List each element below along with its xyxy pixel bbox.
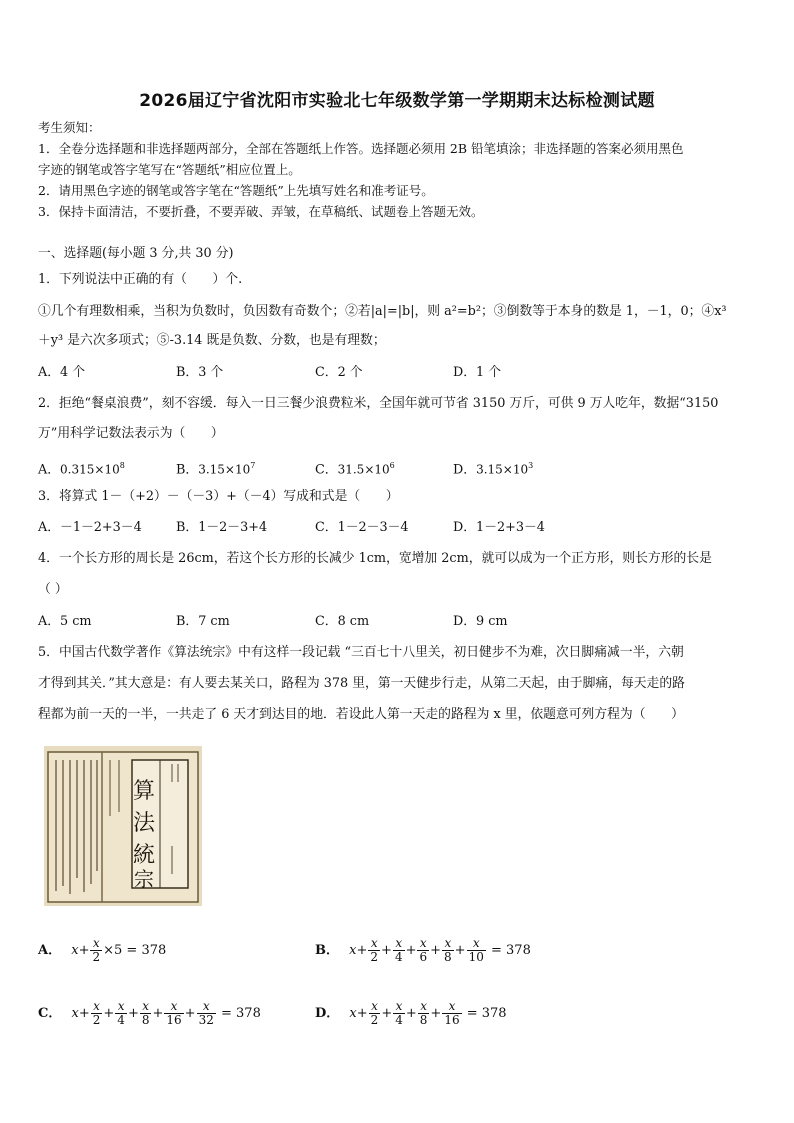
- q2-option-d-label: D．: [453, 462, 477, 478]
- q2-option-a-value: 0.315×10: [60, 462, 120, 477]
- q2-stem-1: 2．拒绝“餐桌浪费”，刻不容缓．每入一日三餐少浪费粒米，全国年就可节省 3150 万斤，可供 9 万人吃年，数据“3150: [38, 396, 719, 411]
- q2-option-c-exponent: 6: [389, 461, 395, 470]
- q2-option-c-value: 31.5×10: [337, 462, 390, 477]
- q2-option-c-label: C．: [315, 462, 338, 478]
- q5-option-b[interactable]: B． x+ $\frac{x}{2}$ + $\frac{x}{4}$ + $\frac{x}{6}$ + $\frac{x}{8}$ + $\frac{x}{10}$ = 378: [315, 936, 531, 964]
- page-title: 2026届辽宁省沈阳市实验北七年级数学第一学期期末达标检测试题: [139, 91, 655, 111]
- q2-option-c[interactable]: [315, 456, 395, 480]
- q3-option-c[interactable]: C．1－2－3－4: [315, 520, 409, 535]
- q2-option-b[interactable]: [176, 456, 255, 480]
- section-heading: 一、选择题(每小题 3 分,共 30 分): [38, 246, 234, 261]
- notice-line-1b: 字迹的钢笔或答字笔写在“答题纸”相应位置上。: [38, 162, 301, 177]
- notice-heading: 考生须知：: [38, 120, 101, 135]
- q2-option-b-value: 3.15×10: [198, 462, 251, 477]
- q2-option-a-label: A．: [38, 462, 61, 478]
- q5-option-d[interactable]: D． x+ $\frac{x}{2}$ + $\frac{x}{4}$ + $\frac{x}{8}$ + $\frac{x}{16}$ = 378: [315, 999, 507, 1027]
- q1-option-a[interactable]: A．4 个: [38, 365, 86, 380]
- book-title-char-2: 法: [132, 811, 156, 836]
- q4-option-d[interactable]: D．9 cm: [453, 614, 508, 629]
- q2-stem-2: 万”用科学记数法表示为（ ）: [38, 426, 224, 441]
- q3-option-a[interactable]: A．－1－2+3－4: [38, 520, 142, 535]
- notice-line-2: 2．请用黑色字迹的钢笔或答字笔在“答题纸”上先填写姓名和准考证号。: [38, 183, 434, 198]
- book-title-char-1: 算: [132, 779, 156, 804]
- q3-option-d[interactable]: D．1－2+3－4: [453, 520, 545, 535]
- q2-option-b-label: B．: [176, 462, 199, 478]
- q1-option-b[interactable]: B．3 个: [176, 365, 224, 380]
- q5-option-c-rhs: 378: [236, 1006, 261, 1021]
- q2-option-d-value: 3.15×10: [476, 462, 529, 477]
- q1-body-1: ①几个有理数相乘，当积为负数时，负因数有奇数个；②若|a|=|b|，则 a²=b²；③倒数等于本身的数是 1，－1，0；④x³: [38, 304, 727, 319]
- q5-option-b-label: B．: [315, 943, 339, 958]
- q5-option-b-rhs: 378: [506, 943, 531, 958]
- q1-option-c[interactable]: C．2 个: [315, 365, 363, 380]
- q2-option-a[interactable]: [38, 456, 125, 480]
- q5-option-d-rhs: 378: [481, 1006, 507, 1021]
- q3-option-b[interactable]: B．1－2－3+4: [176, 520, 268, 535]
- q1-option-d[interactable]: D．1 个: [453, 365, 502, 380]
- book-title-char-3: 統: [132, 843, 156, 868]
- q4-stem-1: 4．一个长方形的周长是 26cm，若这个长方形的长减少 1cm，宽增加 2cm，就可以成为一个正方形，则长方形的长是: [38, 551, 712, 566]
- q5-option-d-label: D．: [315, 1006, 340, 1021]
- q3-stem: 3．将算式 1－（+2）－（－3）+（－4）写成和式是（ ）: [38, 489, 399, 504]
- notice-line-3: 3．保持卡面清洁，不要折叠，不要弄破、弄皱，在草稿纸、试题卷上答题无效。: [38, 204, 484, 219]
- q2-option-d-exponent: 3: [528, 461, 534, 470]
- q4-option-b[interactable]: B．7 cm: [176, 614, 230, 629]
- q5-option-a-rhs: 378: [141, 943, 167, 958]
- q4-option-a[interactable]: A．5 cm: [38, 614, 92, 629]
- notice-line-1: 1．全卷分选择题和非选择题两部分，全部在答题纸上作答。选择题必须用 2B 铅笔填涂；非选择题的答案必须用黑色: [38, 141, 684, 156]
- q5-stem-1: 5．中国古代数学著作《算法统宗》中有这样一段记载 “三百七十八里关，初日健步不为难，次日脚痛减一半，六朝: [38, 645, 684, 660]
- q4-option-c[interactable]: C．8 cm: [315, 614, 370, 629]
- q5-option-c[interactable]: C． x+ $\frac{x}{2}$ + $\frac{x}{4}$ + $\frac{x}{8}$ + $\frac{x}{16}$ + $\frac{x}{32}$ = 378: [38, 999, 261, 1027]
- suanfa-tongzong-book-image: [44, 746, 202, 906]
- q5-stem-2: 才得到其关．”其大意是：有人要去某关口，路程为 378 里，第一天健步行走，从第二天起，由于脚痛，每天走的路: [38, 676, 685, 691]
- q1-body-2: ＋y³ 是六次多项式；⑤-3.14 既是负数、分数，也是有理数；: [38, 333, 386, 348]
- q4-stem-2: （ ）: [38, 582, 68, 597]
- q2-option-b-exponent: 7: [250, 461, 256, 470]
- q2-option-d[interactable]: [453, 456, 533, 480]
- q2-option-a-exponent: 8: [119, 461, 125, 470]
- q5-option-a[interactable]: A． x+ $\frac{x}{2}$ ×5 = 378: [38, 936, 167, 964]
- book-title-char-4: 宗: [134, 867, 154, 891]
- q5-option-c-label: C．: [38, 1006, 62, 1021]
- q5-option-a-label: A．: [38, 943, 62, 958]
- q1-stem: 1．下列说法中正确的有（ ）个.: [38, 272, 243, 287]
- q5-stem-3: 程都为前一天的一半，一共走了 6 天才到达目的地．若设此人第一天走的路程为 x 里，依题意可列方程为（ ）: [38, 707, 684, 722]
